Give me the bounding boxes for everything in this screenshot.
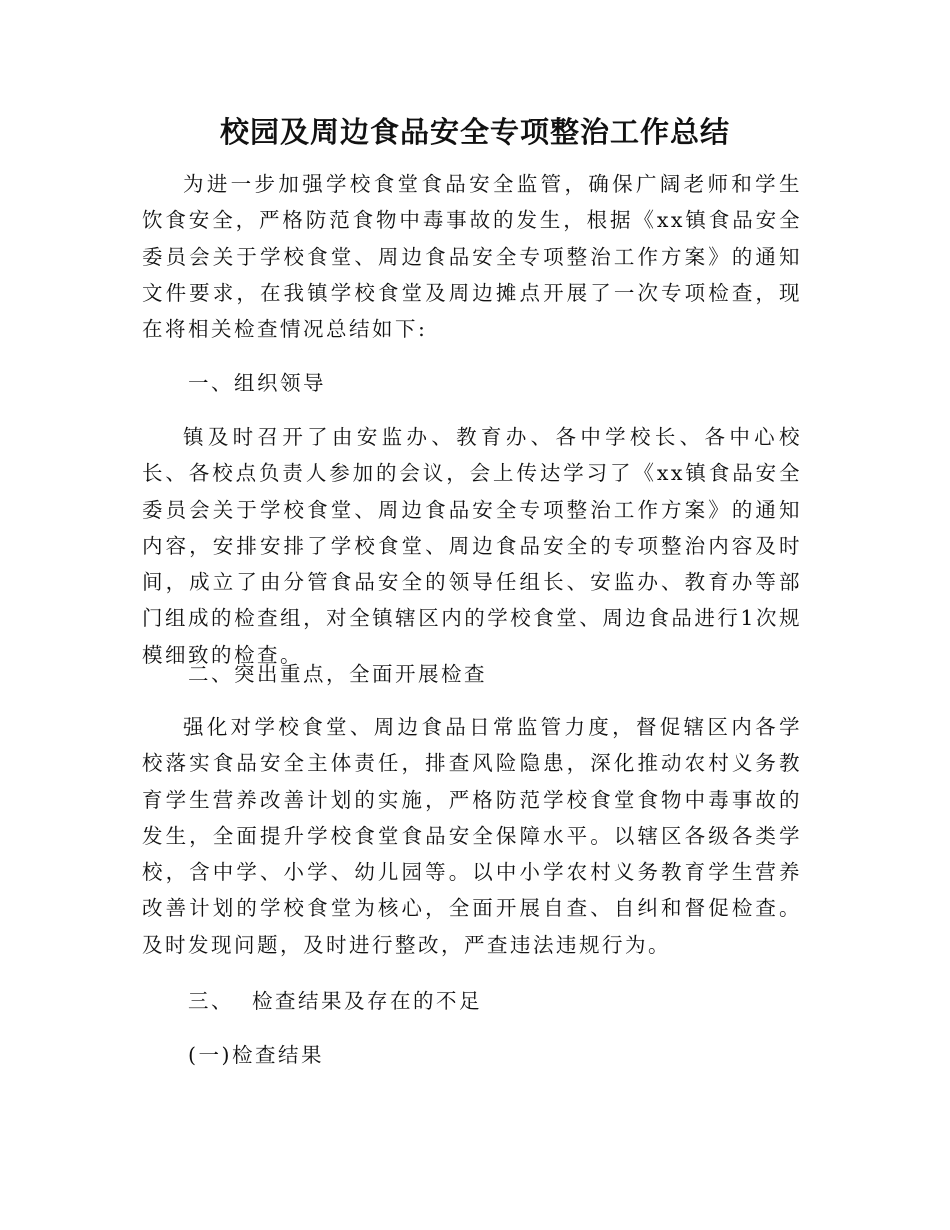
intro-paragraph: 为进一步加强学校食堂食品安全监管，确保广阔老师和学生饮食安全，严格防范食物中毒事故的发生，根据《xx镇食品安全委员会关于学校食堂、周边食品安全专项整治工作方案》的通知文件要求，在我镇学校食堂及周边摊点开展了一次专项检查，现在将相关检查情况总结如下:: [142, 172, 802, 342]
section-body-2: 强化对学校食堂、周边食品日常监管力度，督促辖区内各学校落实食品安全主体责任，排查风险隐患，深化推动农村义务教育学生营养改善计划的实施，严格防范学校食堂食物中毒事故的发生，全面提升学校食堂食品安全保障水平。以辖区各级各类学校，含中学、小学、幼儿园等。以中小学农村义务教育学生营养改善计划的学校食堂为核心，全面开展自查、自纠和督促检查。及时发现问题，及时进行整改，严查违法违规行为。: [142, 715, 802, 957]
section-heading-1: 一、组织领导: [188, 371, 326, 395]
section-body-1: 镇及时召开了由安监办、教育办、各中学校长、各中心校长、各校点负责人参加的会议，会上传达学习了《xx镇食品安全委员会关于学校食堂、周边食品安全专项整治工作方案》的通知内容，安排安排了学校食堂、周边食品安全的专项整治内容及时间，成立了由分管食品安全的领导任组长、安监办、教育办等部门组成的检查组，对全镇辖区内的学校食堂、周边食品进行1次规模细致的检查。: [142, 425, 802, 667]
subsection-heading-1: (一)检查结果: [188, 1043, 324, 1067]
document-title: 校园及周边食品安全专项整治工作总结: [219, 115, 730, 149]
section-heading-2: 二、突出重点，全面开展检查: [188, 662, 487, 686]
section-heading-3: 三、 检查结果及存在的不足: [188, 989, 483, 1013]
